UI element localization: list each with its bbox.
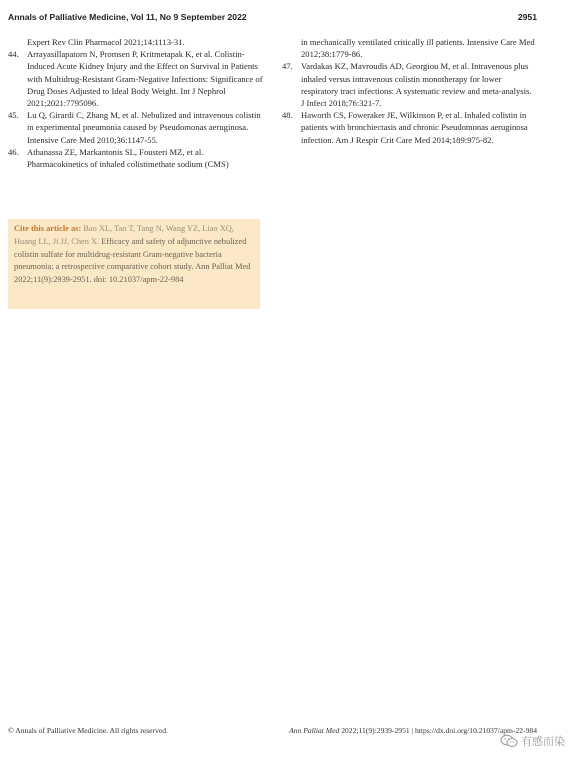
reference-continuation	[282, 36, 537, 60]
reference-item	[8, 48, 263, 109]
reference-number: 46.	[8, 146, 19, 157]
references-right-column	[282, 36, 537, 146]
cite-label: Cite this article as:	[14, 224, 82, 233]
journal-header-title: Annals of Palliative Medicine, Vol 11, No 9 September 2022	[8, 12, 247, 22]
references-left-column	[8, 36, 263, 170]
reference-text: Athanassa ZE, Markantonis SL, Fousteri MZ, et al. Pharmacokinetics of inhaled colistimethate sodium (CMS)	[27, 146, 229, 170]
reference-text: Haworth CS, Foweraker JE, Wilkinson P, et al. Inhaled colistin in patients with bronchiectasis and chronic Pseudomonas aeruginosa infection. Am J Respir Crit Care Med 2014;189:975-82.	[301, 110, 528, 145]
reference-number: 45.	[8, 110, 19, 121]
page-footer	[8, 724, 537, 736]
reference-item	[8, 146, 263, 170]
reference-text: Vardakas KZ, Mavroudis AD, Georgiou M, et al. Intravenous plus inhaled versus intravenous colistin monotherapy for lower respiratory tract infections: A systematic review and meta-analysis. J Infect 2018;76:321-7.	[301, 61, 532, 109]
wechat-icon	[500, 734, 518, 748]
reference-item	[8, 109, 263, 146]
reference-item	[282, 109, 537, 146]
copyright-notice: © Annals of Palliative Medicine. All rights reserved.	[8, 725, 168, 735]
reference-text: Arrayasillapatorn N, Promsen P, Kritmetapak K, et al. Colistin-Induced Acute Kidney Injury and the Effect on Survival in Patients with Multidrug-Resistant Gram-Negative Infections: Significance of Drug Doses Adjusted to Ideal Body Weight. Int J Nephrol 2021;2021:7795096.	[27, 49, 263, 109]
running-header	[8, 10, 537, 24]
reference-number: 48.	[282, 110, 293, 121]
reference-item	[282, 60, 537, 109]
cite-this-article-box	[8, 219, 260, 309]
reference-text: Lu Q, Girardi C, Zhang M, et al. Nebulized and intravenous colistin in experimental pneumonia caused by Pseudomonas aeruginosa. Intensive Care Med 2010;36:1147-55.	[27, 110, 261, 145]
reference-number: 44.	[8, 49, 19, 60]
reference-text: Expert Rev Clin Pharmacol 2021;14:1113-31.	[27, 37, 185, 47]
watermark-text: 有感而染	[521, 735, 565, 748]
reference-text: in mechanically ventilated critically ill patients. Intensive Care Med 2012;38:1779-86.	[301, 37, 535, 60]
footer-journal-name: Ann Palliat Med	[289, 725, 340, 735]
footer-doi: 2022;11(9):2939-2951 | https://dx.doi.org/10.21037/apm-22-984	[341, 725, 537, 735]
cite-authors: Bao XL, Tao T, Tang N, Wang YZ, Liao XQ, Huang LL, Ji JJ, Chen X.	[14, 224, 234, 246]
reference-number: 47.	[282, 61, 293, 72]
cite-body: Efficacy and safety of adjunctive nebulized colistin sulfate for multidrug-resistant Gram-negative bacteria pneumonia: a retrospective comparative cohort study. Ann Palliat Med 2022;11(9):2939-2951. doi: 10.21037/apm-22-984	[14, 236, 251, 285]
reference-continuation	[8, 36, 263, 48]
watermark	[500, 733, 565, 749]
page-number: 2951	[517, 12, 537, 22]
